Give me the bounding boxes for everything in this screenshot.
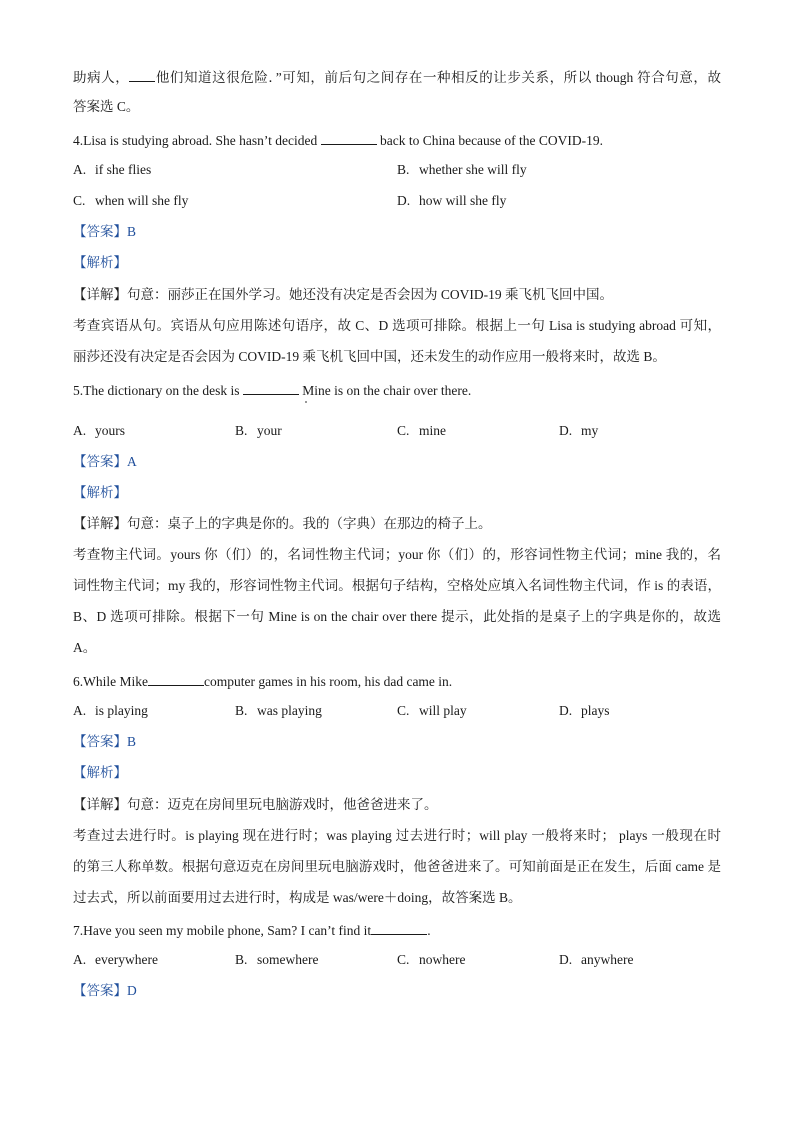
option-text: nowhere — [419, 952, 466, 967]
q4-option-b — [397, 161, 527, 179]
detail-tag: 【详解】 — [73, 516, 127, 531]
q5-explanation-2: 词性物主代词；my 我的，形容词性物主代词。根据句子结构，空格处应填入名词性物主代词，作 is 的表语， — [73, 578, 721, 593]
q4-explanation-1: 考查宾语从句。宾语从句应用陈述句语序，故 C、D 选项可排除。根据上一句 Lisa is studying abroad 可知， — [73, 318, 721, 333]
option-text: when will she fly — [95, 193, 189, 208]
q5-explanation-4: A。 — [73, 640, 97, 655]
answer-value: A — [127, 454, 137, 469]
q6-analysis-tag: 【解析】 — [73, 765, 127, 780]
option-key: D. — [559, 703, 573, 718]
answer-tag: 【答案】 — [73, 224, 127, 239]
q7-option-a — [73, 951, 158, 969]
q6-option-d — [559, 702, 610, 720]
q7-answer — [73, 982, 137, 1000]
answer-blank — [243, 380, 299, 395]
answer-tag: 【答案】 — [73, 454, 127, 469]
stem-text: 5.The dictionary on the desk is — [73, 383, 243, 398]
option-key: A. — [73, 423, 87, 438]
option-text: somewhere — [257, 952, 319, 967]
option-text: will play — [419, 703, 467, 718]
q4-analysis-tag: 【解析】 — [73, 255, 127, 270]
q5-option-a — [73, 422, 125, 440]
stem-text: computer games in his room, his dad came in. — [203, 674, 453, 689]
q6-detail — [73, 796, 438, 814]
q4-detail — [73, 286, 613, 304]
intro-line-1 — [73, 67, 721, 87]
option-key: B. — [235, 423, 248, 438]
q4-option-a — [73, 161, 151, 179]
answer-value: D — [127, 983, 137, 998]
option-key: C. — [73, 193, 86, 208]
option-text: was playing — [257, 703, 322, 718]
option-key: C. — [397, 952, 410, 967]
q5-analysis-tag: 【解析】 — [73, 485, 127, 500]
q6-explanation-1: 考查过去进行时。is playing 现在进行时；was playing 过去进行时；will play 一般将来时； plays 一般现在时 — [73, 828, 721, 843]
q5-explanation-3: B、D 选项可排除。根据下一句 Mine is on the chair over there 提示，此处指的是桌子上的字典是你的，故选 — [73, 609, 721, 624]
answer-blank — [148, 671, 204, 686]
q6-option-a — [73, 702, 148, 720]
answer-blank — [321, 130, 377, 145]
option-key: A. — [73, 952, 87, 967]
option-key: D. — [397, 193, 411, 208]
q6-explanation-3: 过去式，所以前面要用过去进行时，构成是 was/were＋doing，故答案选 B。 — [73, 890, 522, 905]
stem-text: Mine is on the chair over there. — [298, 383, 472, 398]
q4-explanation-2: 丽莎还没有决定是否会因为 COVID-19 乘飞机飞回中国，还未发生的动作应用一般将来时，故选 B。 — [73, 349, 666, 364]
option-text: my — [581, 423, 599, 438]
stem-text: back to China because of the COVID-19. — [376, 133, 604, 148]
option-key: B. — [235, 703, 248, 718]
stem-text: 7.Have you seen my mobile phone, Sam? I can’t find it — [73, 923, 372, 938]
option-text: your — [257, 423, 282, 438]
option-key: B. — [397, 162, 410, 177]
option-key: C. — [397, 423, 410, 438]
answer-value: B — [127, 224, 137, 239]
q5-explanation-1: 考查物主代词。yours 你（们）的，名词性物主代词；your 你（们）的，形容词性物主代词；mine 我的，名 — [73, 547, 721, 562]
answer-value: B — [127, 734, 137, 749]
stem-text: 6.While Mike — [73, 674, 148, 689]
answer-tag: 【答案】 — [73, 983, 127, 998]
q7-option-b — [235, 951, 318, 969]
q5-detail — [73, 515, 492, 533]
option-key: A. — [73, 162, 87, 177]
option-text: how will she fly — [419, 193, 507, 208]
q7-option-c — [397, 951, 465, 969]
option-text: plays — [581, 703, 610, 718]
option-text: yours — [95, 423, 125, 438]
detail-tag: 【详解】 — [73, 287, 127, 302]
question-7-stem — [73, 920, 431, 940]
q6-explanation-2: 的第三人称单数。根据句意迈克在房间里玩电脑游戏时，他爸爸进来了。可知前面是正在发生，后面 came 是 — [73, 859, 721, 874]
option-key: C. — [397, 703, 410, 718]
q6-answer — [73, 733, 136, 751]
answer-blank — [371, 920, 427, 935]
stem-text: . — [427, 923, 431, 938]
q6-option-b — [235, 702, 322, 720]
q4-option-d — [397, 192, 506, 210]
intro-line-2: 答案选 C。 — [73, 99, 140, 114]
detail-text: 句意：迈克在房间里玩电脑游戏时，他爸爸进来了。 — [127, 797, 438, 812]
stray-dot — [305, 401, 307, 403]
option-text: whether she will fly — [419, 162, 527, 177]
answer-tag: 【答案】 — [73, 734, 127, 749]
detail-text: 句意：桌子上的字典是你的。我的（字典）在那边的椅子上。 — [127, 516, 492, 531]
question-5-stem — [73, 380, 471, 400]
stem-text: 4.Lisa is studying abroad. She hasn’t decided — [73, 133, 321, 148]
q6-option-c — [397, 702, 467, 720]
option-text: is playing — [95, 703, 148, 718]
option-text: if she flies — [95, 162, 152, 177]
q4-answer — [73, 223, 136, 241]
intro-text: 他们知道这很危险．”可知，前后句之间存在一种相反的让步关系，所以 though 符合句意，故 — [155, 70, 722, 85]
detail-tag: 【详解】 — [73, 797, 127, 812]
option-key: B. — [235, 952, 248, 967]
intro-text: 助病人， — [73, 70, 130, 85]
option-key: D. — [559, 952, 573, 967]
blank — [129, 67, 155, 82]
question-4-stem — [73, 130, 603, 150]
option-key: A. — [73, 703, 87, 718]
q7-option-d — [559, 951, 633, 969]
question-6-stem — [73, 671, 452, 691]
q4-option-c — [73, 192, 188, 210]
q5-option-d — [559, 422, 598, 440]
q5-option-c — [397, 422, 446, 440]
option-text: everywhere — [95, 952, 158, 967]
q5-option-b — [235, 422, 282, 440]
option-key: D. — [559, 423, 573, 438]
detail-text: 句意：丽莎正在国外学习。她还没有决定是否会因为 COVID-19 乘飞机飞回中国。 — [127, 287, 613, 302]
option-text: mine — [419, 423, 446, 438]
option-text: anywhere — [581, 952, 634, 967]
q5-answer — [73, 453, 137, 471]
